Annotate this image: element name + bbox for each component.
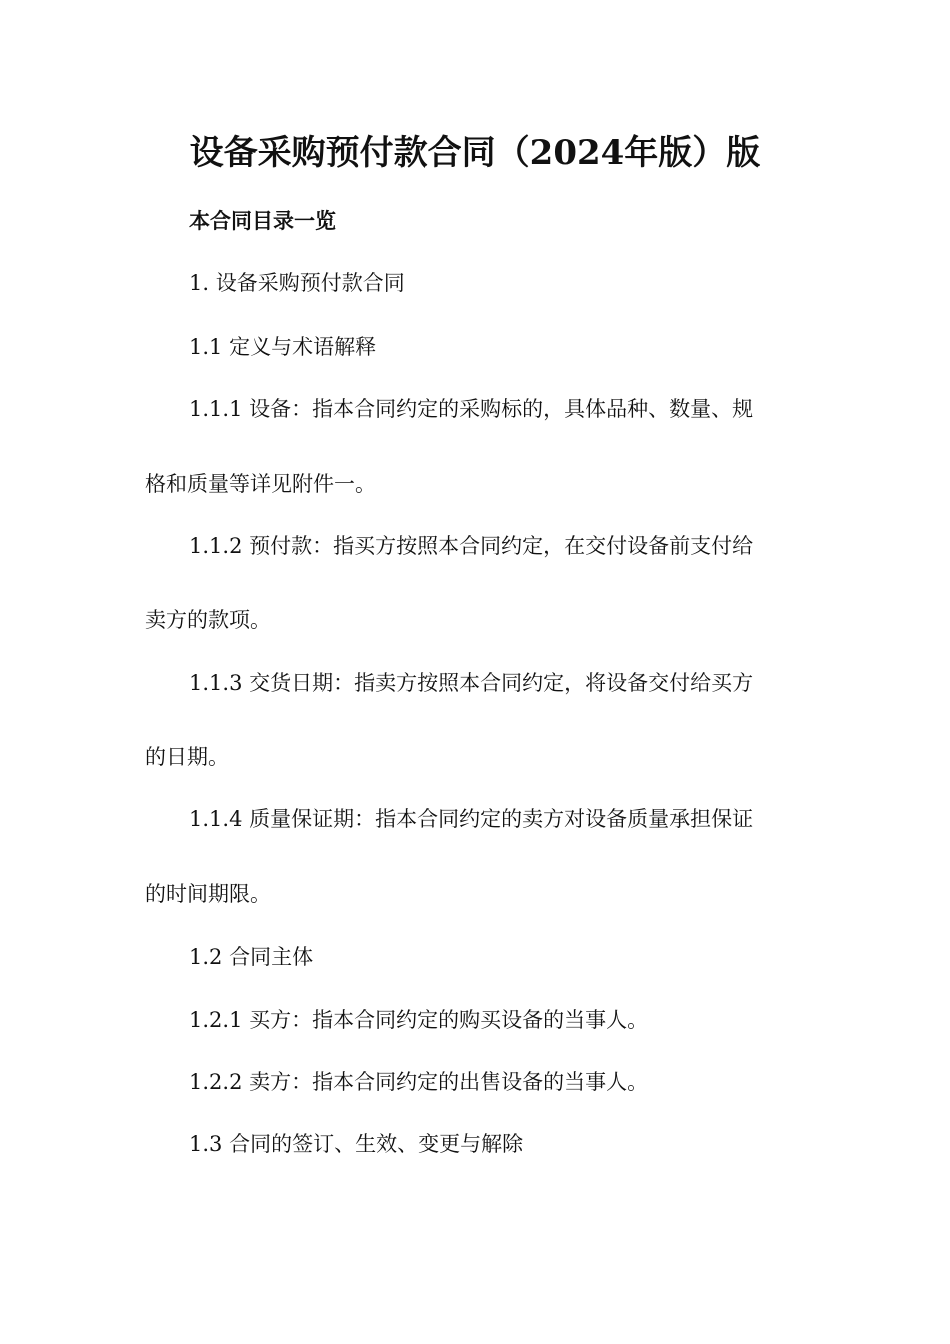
- toc-line-continuation: 格和质量等详见附件一。: [145, 472, 376, 496]
- toc-line: 1.1 定义与术语解释: [189, 335, 377, 359]
- toc-line: 1.2 合同主体: [189, 945, 314, 969]
- toc-line: 1.3 合同的签订、生效、变更与解除: [189, 1132, 524, 1156]
- toc-line: 1.1.1 设备：指本合同约定的采购标的，具体品种、数量、规: [189, 397, 754, 421]
- toc-line-continuation: 的日期。: [145, 745, 229, 769]
- toc-line: 1.2.2 卖方：指本合同约定的出售设备的当事人。: [189, 1070, 649, 1094]
- document-title: 设备采购预付款合同（2024年版）版: [189, 133, 761, 173]
- toc-line-continuation: 的时间期限。: [145, 882, 271, 906]
- toc-line-continuation: 卖方的款项。: [145, 608, 271, 632]
- toc-line: 1. 设备采购预付款合同: [189, 271, 405, 295]
- toc-line: 1.1.4 质量保证期：指本合同约定的卖方对设备质量承担保证: [189, 807, 754, 831]
- toc-line: 1.1.2 预付款：指买方按照本合同约定，在交付设备前支付给: [189, 534, 754, 558]
- toc-heading: 本合同目录一览: [189, 208, 336, 233]
- toc-line: 1.2.1 买方：指本合同约定的购买设备的当事人。: [189, 1008, 649, 1032]
- toc-line: 1.1.3 交货日期：指卖方按照本合同约定，将设备交付给买方: [189, 671, 754, 695]
